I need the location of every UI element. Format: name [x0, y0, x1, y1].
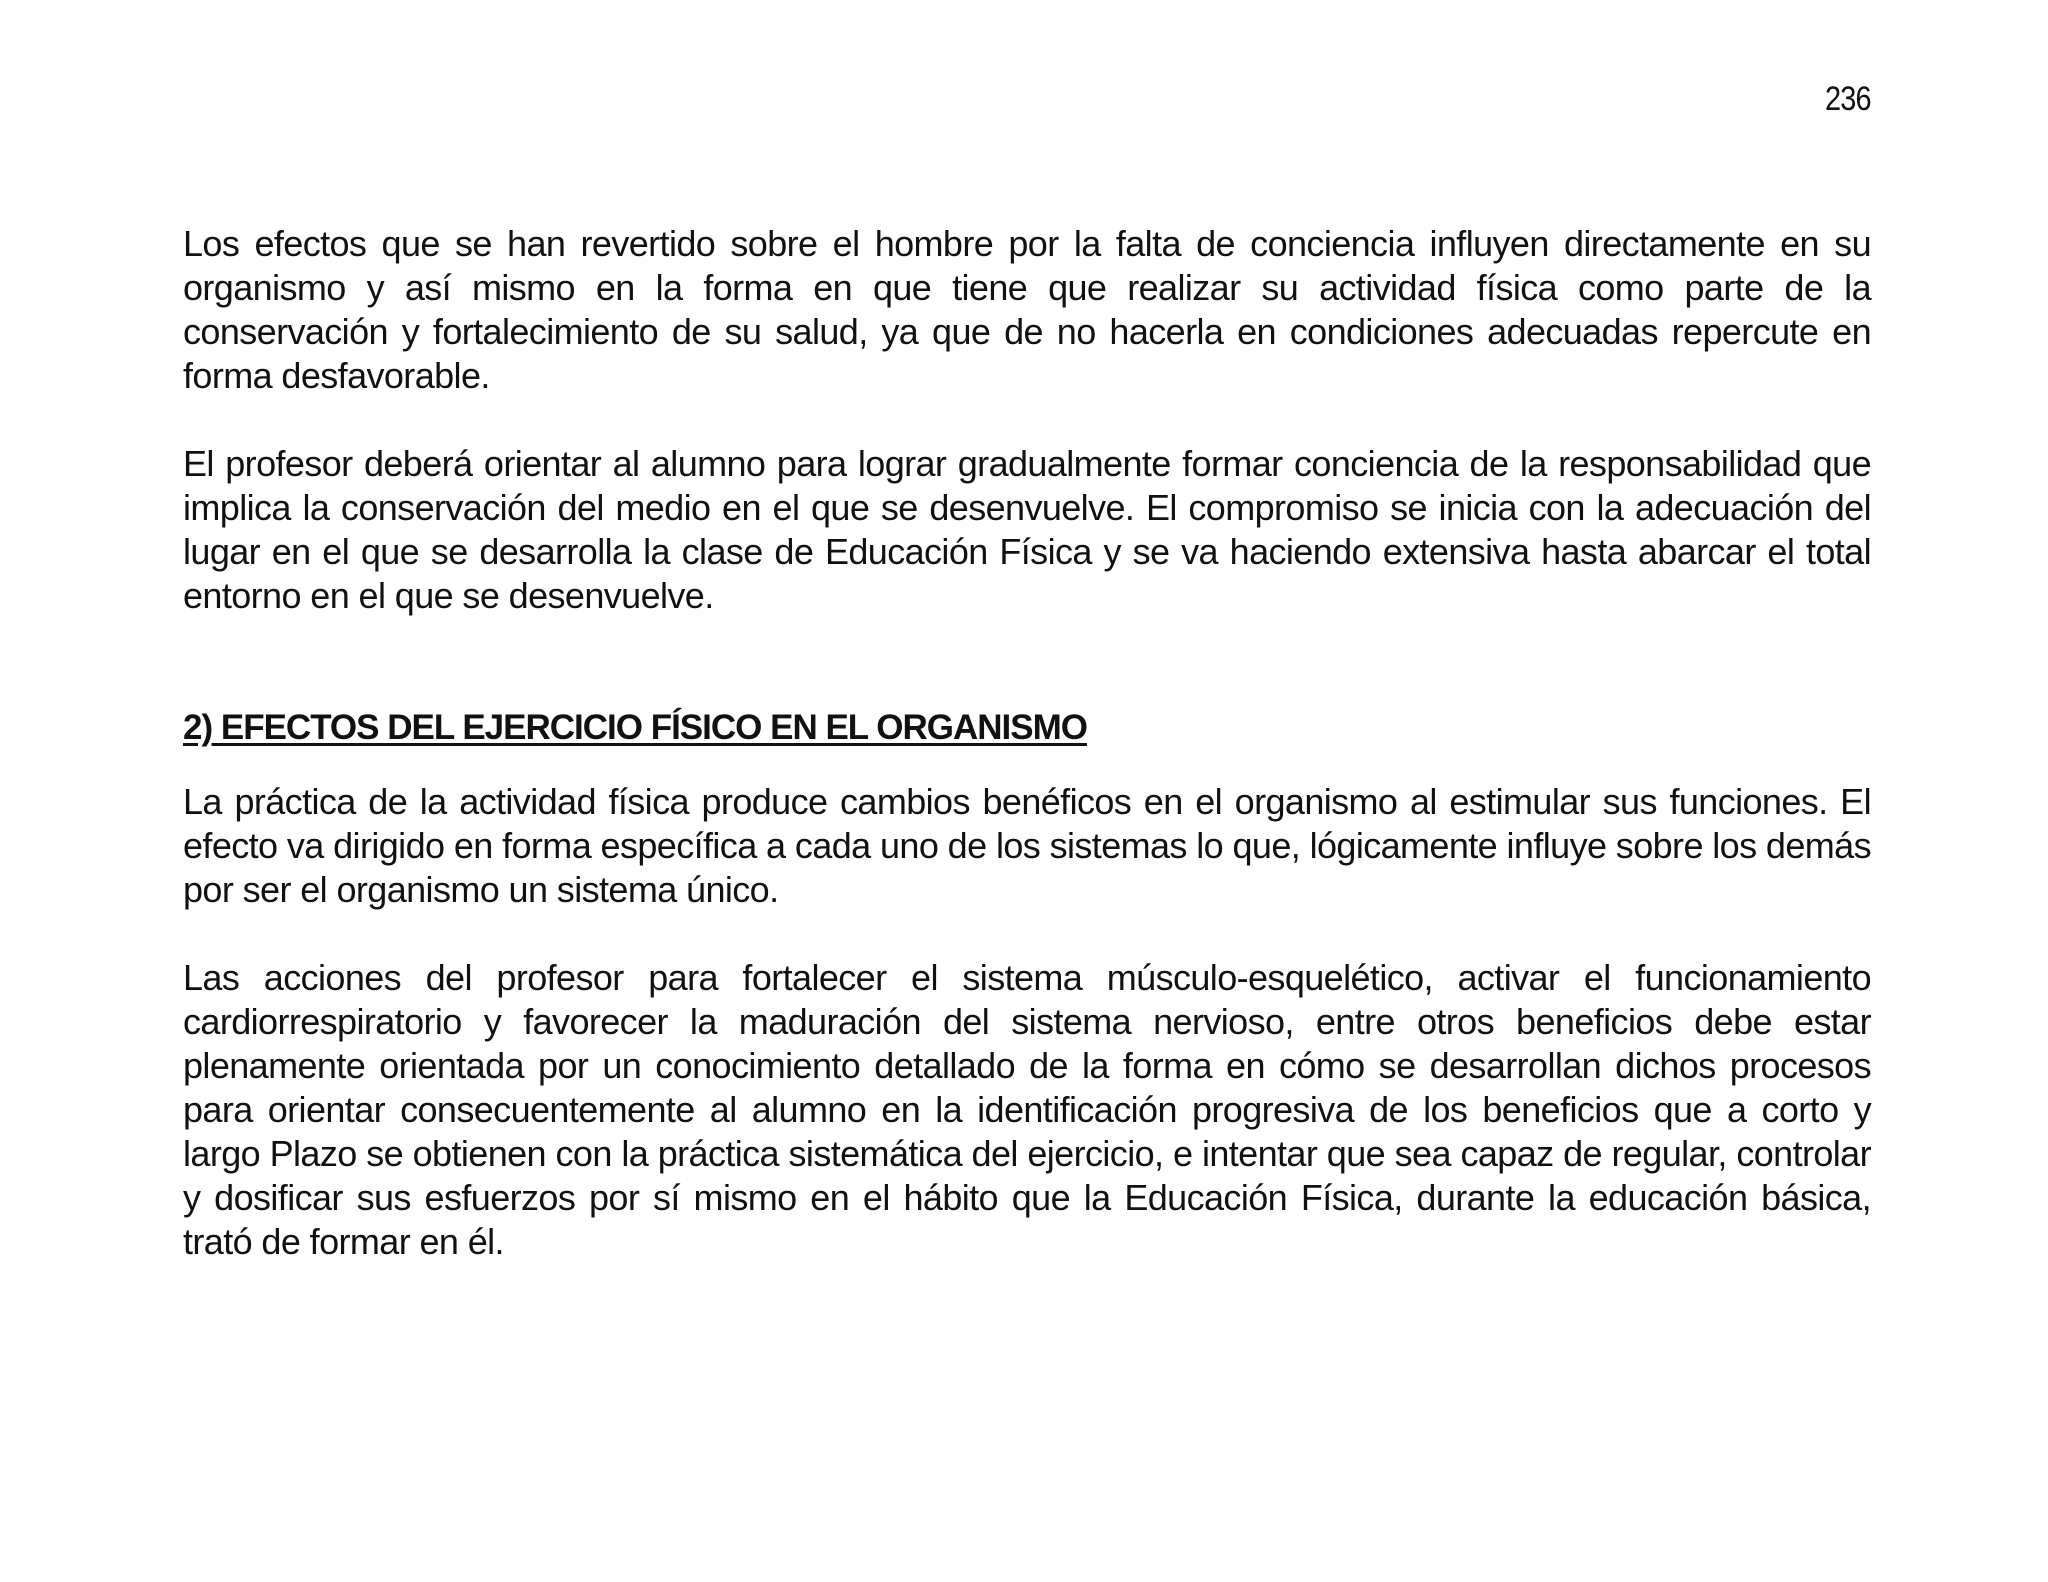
page-number: 236 — [1825, 80, 1871, 118]
paragraph-environment-effects: Los efectos que se han revertido sobre el hombre por la falta de conciencia influyen directamente en su organismo y así mismo en la forma en que tiene que realizar su actividad física como parte de la conservación y fortalecimiento de su salud, ya que de no hacerla en condiciones adecuadas repercute en forma desfavorable. — [183, 223, 1871, 396]
paragraph-teacher-orientation: El profesor deberá orientar al alumno para lograr gradualmente formar conciencia de la responsabilidad que implica la conservación del medio en el que se desenvuelve. El compromiso se inicia con la adecuación del lugar en el que se desarrolla la clase de Educación Física y se va haciendo extensiva hasta abarcar el total entorno en el que se desenvuelve. — [183, 443, 1871, 616]
paragraph-teacher-actions: Las acciones del profesor para fortalecer el sistema músculo-esquelético, activar el funcionamiento cardiorrespiratorio y favorecer la maduración del sistema nervioso, entre otros beneficios debe estar plenamente orientada por un conocimiento detallado de la forma en cómo se desarrollan dichos procesos para orientar consecuentemente al alumno en la identificación progresiva de los beneficios que a corto y largo Plazo se obtienen con la práctica sistemática del ejercicio, e intentar que sea capaz de regular, controlar y dosificar sus esfuerzos por sí mismo en el hábito que la Educación Física, durante la educación básica, trató de formar en él. — [183, 957, 1871, 1262]
paragraph-physical-activity-benefits: La práctica de la actividad física produce cambios benéficos en el organismo al estimular sus funciones. El efecto va dirigido en forma específica a cada uno de los sistemas lo que, lógicamente influye sobre los demás por ser el organismo un sistema único. — [183, 781, 1871, 910]
section-heading: 2) EFECTOS DEL EJERCICIO FÍSICO EN EL ORGANISMO — [183, 708, 1087, 747]
page-content — [183, 222, 1871, 1264]
